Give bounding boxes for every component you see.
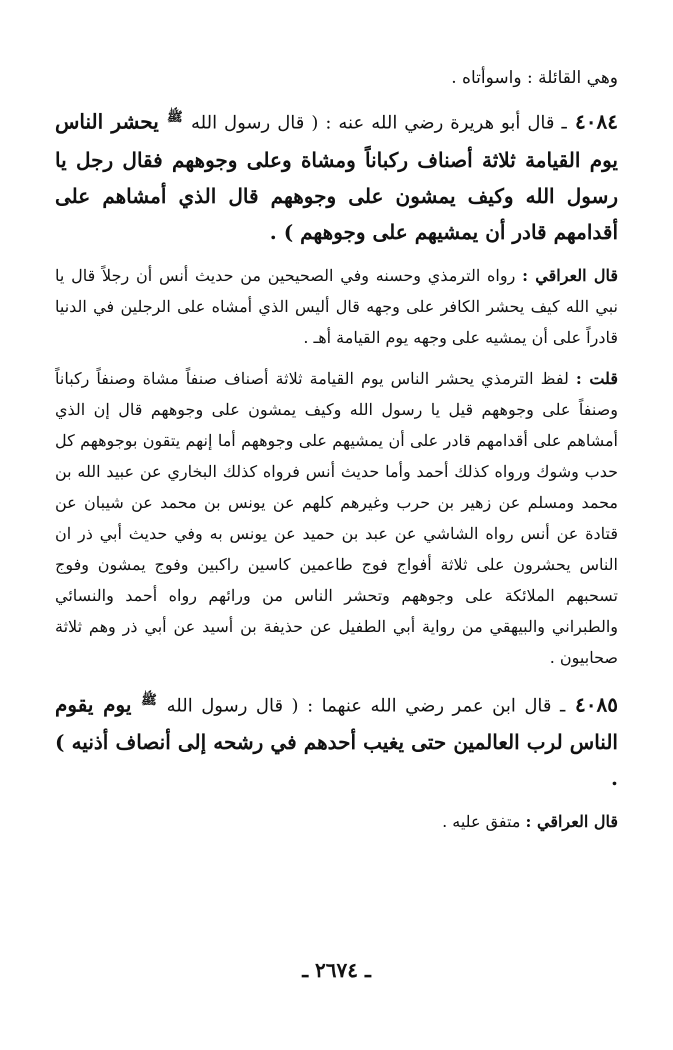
page-body xyxy=(55,62,618,847)
hadith-4084 xyxy=(55,100,618,250)
iraqi-text: متفق عليه . xyxy=(442,812,521,832)
hadith-4084-text: يحشر الناس يوم القيامة ثلاثة أصناف ركباناً ومشاة وعلى وجوههم فقال رجل يا رسول الله وكيف يمشون على وجوههم قال الذي أمشاهم على أقدامهم قادر أن يمشيهم على وجوههم ) . xyxy=(55,109,618,244)
intro-line: وهي القائلة : واسوأتاه . xyxy=(451,68,618,88)
page-number: ـ ٢٦٧٤ ـ xyxy=(302,958,371,982)
qultu-text: لفظ الترمذي يحشر الناس يوم القيامة ثلاثة أصناف صنفاً مشاة وصنفاً ركباناً وصنفاً على وجوههم قيل يا رسول الله وكيف يمشون على وجوههم قال إن الذي أمشاهم على أقدامهم قادر على أن يمشيهم على وجوههم أما إنهم يتقون بوجوههم كل حدب وشوك ورواه كذلك أحمد وأما حديث أنس فرواه كذلك البخاري عن عبيد الله بن محمد ومسلم عن زهير بن حرب وغيرهم كلهم عن يونس بن محمد عن شيبان عن قتادة عن أنس رواه الشاشي عن عبد بن حميد عن يونس به وفي حديث أبي ذر ان الناس يحشرون على ثلاثة أفواج فوج طاعمين كاسين راكبين وفوج يمشون وفوج تسحبهم الملائكة على وجوههم وتحشر الناس من ورائهم رواه أحمد والنسائي والطبراني والبيهقي من رواية أبي الطفيل عن حذيفة بن أسيد عن أبي ذر وهم ثلاثة صحابيون . xyxy=(55,368,618,667)
iraqi-lead: قال العراقي : xyxy=(525,812,618,832)
hadith-4084-narration: ـ قال أبو هريرة رضي الله عنه : ( قال رسول الله xyxy=(190,112,567,134)
iraqi-comment-4085 xyxy=(55,806,618,837)
iraqi-comment-4084 xyxy=(55,260,618,353)
salla-icon: ﷺ xyxy=(141,692,157,708)
hadith-4084-number: ٤٠٨٤ xyxy=(575,109,618,134)
iraqi-text: رواه الترمذي وحسنه وفي الصحيحين من حديث أنس أن رجلاً قال يا نبي الله كيف يحشر الكافر على وجهه قال أليس الذي أمشاه على الرجلين في الدنيا قادراً على أن يمشيه على وجهه يوم القيامة أهـ . xyxy=(55,265,618,347)
hadith-4085-narration: ـ قال ابن عمر رضي الله عنهما : ( قال رسول الله xyxy=(166,695,566,717)
iraqi-lead: قال العراقي : xyxy=(522,265,618,285)
qultu-lead: قلت : xyxy=(575,368,619,388)
salla-icon: ﷺ xyxy=(167,110,183,125)
hadith-4085-text: يوم يقوم الناس لرب العالمين حتى يغيب أحدهم في رشحه إلى أنصاف أذنيه ) . xyxy=(55,692,618,791)
hadith-4085 xyxy=(55,683,618,797)
hadith-4085-number: ٤٠٨٥ xyxy=(575,692,618,717)
qultu-comment xyxy=(55,363,618,673)
